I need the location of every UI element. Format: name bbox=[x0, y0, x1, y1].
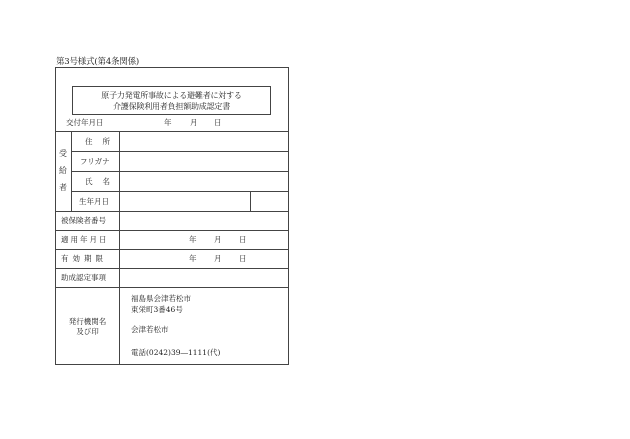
rule-expiry-bottom bbox=[55, 268, 289, 269]
rule-birthdate-divider bbox=[250, 191, 251, 211]
birthdate-label: 生年月日 bbox=[79, 197, 109, 206]
rule-label-column-divider bbox=[119, 131, 120, 365]
expiry-date-month: 月 bbox=[214, 254, 222, 263]
issuer-details bbox=[131, 294, 220, 358]
issuer-name: 会津若松市 bbox=[131, 325, 169, 334]
applicable-date-year: 年 bbox=[189, 235, 197, 244]
rule-applicable-bottom bbox=[55, 249, 289, 250]
furigana-label: フリガナ bbox=[80, 157, 110, 166]
issue-date-label: 交付年月日 bbox=[66, 118, 104, 127]
applicable-date-label: 適用年月日 bbox=[61, 235, 109, 244]
issuer-label-line-1: 発行機関名 bbox=[68, 317, 107, 326]
expiry-date-label: 有効期限 bbox=[61, 254, 107, 263]
rule-recipient-group-divider bbox=[71, 131, 72, 211]
rule-issue-date-bottom bbox=[55, 131, 289, 132]
form-number: 第3号様式(第4条関係) bbox=[56, 57, 140, 67]
issuer-phone: 電話(0242)39―1111(代) bbox=[131, 347, 221, 357]
address-label: 住所 bbox=[85, 137, 120, 146]
issue-date-month: 月 bbox=[190, 118, 198, 127]
expiry-date-day: 日 bbox=[239, 254, 247, 263]
rule-recipient-bottom bbox=[55, 211, 289, 212]
rule-certification-bottom bbox=[55, 287, 289, 288]
certificate-title bbox=[72, 86, 271, 115]
issuer-label-line-2: 及び印 bbox=[76, 327, 99, 336]
applicable-date-day: 日 bbox=[239, 235, 247, 244]
issuer-address-line-1: 福島県会津若松市 bbox=[131, 294, 191, 303]
issue-date-year: 年 bbox=[164, 118, 172, 127]
insured-number-label: 被保険者番号 bbox=[61, 216, 106, 225]
issue-date-day: 日 bbox=[214, 118, 222, 127]
recipient-group-char-2: 給 bbox=[59, 166, 67, 175]
title-line-1: 原子力発電所事故による避難者に対する bbox=[101, 91, 242, 100]
issuer-label bbox=[60, 317, 115, 337]
certification-items-label: 助成認定事項 bbox=[61, 273, 106, 282]
recipient-group-char-1: 受 bbox=[59, 149, 67, 158]
applicable-date-month: 月 bbox=[214, 235, 222, 244]
title-line-2: 介護保険利用者負担額助成認定書 bbox=[113, 102, 230, 111]
issuer-address-line-2: 東栄町3番46号 bbox=[131, 304, 183, 314]
recipient-group-char-3: 者 bbox=[59, 183, 67, 192]
expiry-date-year: 年 bbox=[189, 254, 197, 263]
rule-insured-bottom bbox=[55, 230, 289, 231]
rule-furigana-bottom bbox=[71, 171, 289, 172]
name-label: 氏名 bbox=[85, 177, 120, 186]
recipient-group-label bbox=[57, 145, 69, 196]
rule-address-bottom bbox=[71, 151, 289, 152]
rule-name-bottom bbox=[71, 191, 289, 192]
